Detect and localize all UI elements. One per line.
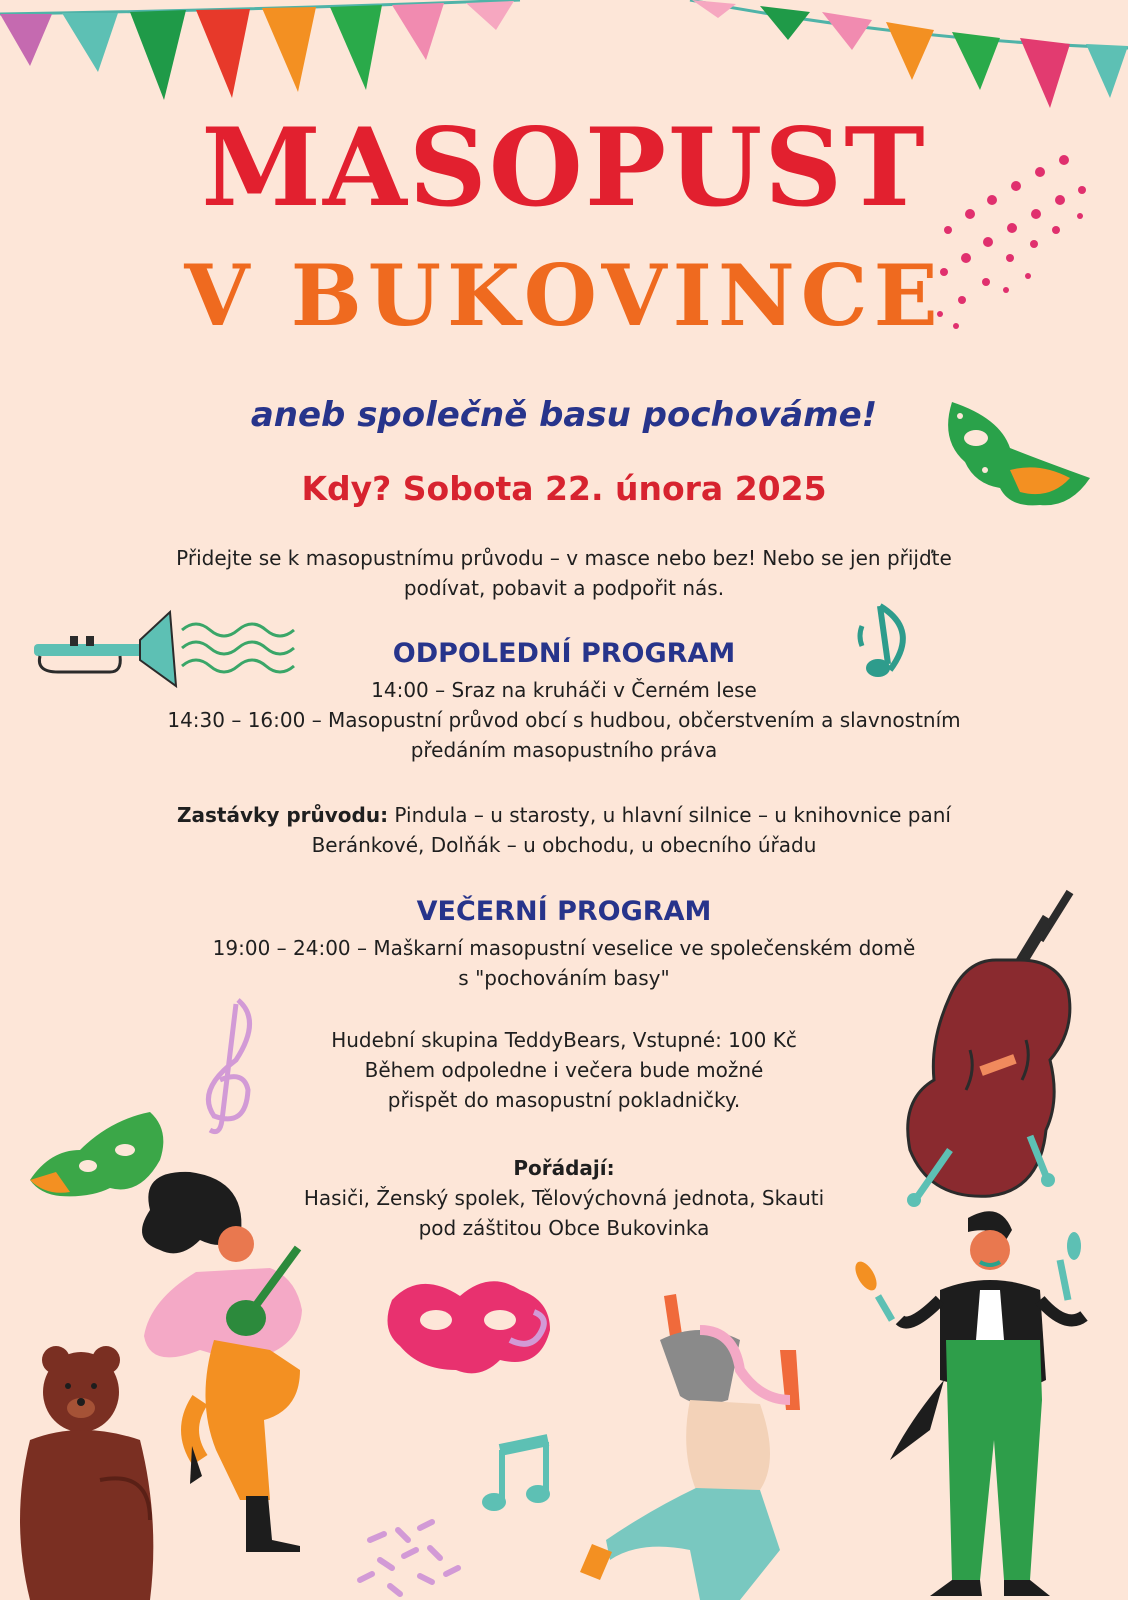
organizers [0, 1153, 1128, 1243]
organizers-heading: Pořádají: [513, 1156, 615, 1180]
afternoon-line-2: 14:30 – 16:00 – Masopustní průvod obcí s hudbou, občerstvením a slavnostním [167, 708, 961, 732]
intro-line-2: podívat, pobavit a podpořit nás. [403, 576, 725, 600]
bear-icon [20, 1346, 153, 1600]
evening-line-1: 19:00 – 24:00 – Maškarní masopustní veselice ve společenském domě [212, 936, 916, 960]
music-note-icon-bottom [482, 1440, 550, 1511]
carnival-mask-icon-center [388, 1281, 551, 1373]
afternoon-program [0, 675, 1128, 765]
juggler-in-tailcoat-icon [851, 1211, 1084, 1596]
stops-line-1-text: Pindula – u starosty, u hlavní silnice – u knihovnice paní [388, 803, 951, 827]
title-line-2: V BUKOVINCE [184, 246, 944, 345]
info-line-1: Hudební skupina TeddyBears, Vstupné: 100 Kč [331, 1028, 797, 1052]
afternoon-line-3: předáním masopustního práva [410, 738, 718, 762]
event-info [0, 1025, 1128, 1115]
afternoon-heading: ODPOLEDNÍ PROGRAM [392, 638, 736, 669]
title-line-1: MASOPUST [201, 105, 927, 231]
afternoon-line-1: 14:00 – Sraz na kruháči v Černém lese [371, 678, 757, 702]
event-date: Kdy? Sobota 22. února 2025 [301, 469, 827, 508]
intro-text [0, 543, 1128, 603]
parade-stops [0, 800, 1128, 860]
organizers-line-2: pod záštitou Obce Bukovinka [418, 1216, 710, 1240]
confetti-sprinkles-icon [360, 1522, 458, 1594]
stops-label: Zastávky průvodu: [177, 803, 389, 827]
evening-line-2: s "pochováním basy" [458, 966, 670, 990]
info-line-2: Během odpoledne i večera bude možné [364, 1058, 764, 1082]
horse-mask-dancer-icon [580, 1294, 800, 1600]
subtitle: aneb společně basu pochováme! [250, 395, 878, 435]
bunting-flags-icon [0, 0, 1128, 108]
evening-heading: VEČERNÍ PROGRAM [416, 896, 712, 927]
evening-program [0, 933, 1128, 993]
stops-line-1 [0, 800, 1128, 830]
organizers-line-1: Hasiči, Ženský spolek, Tělovýchovná jednota, Skauti [303, 1186, 825, 1210]
info-line-3: přispět do masopustní pokladničky. [387, 1088, 741, 1112]
intro-line-1: Přidejte se k masopustnímu průvodu – v masce nebo bez! Nebo se jen přijďte [176, 546, 952, 570]
stops-line-2: Beránkové, Dolňák – u obchodu, u obecního úřadu [311, 833, 817, 857]
